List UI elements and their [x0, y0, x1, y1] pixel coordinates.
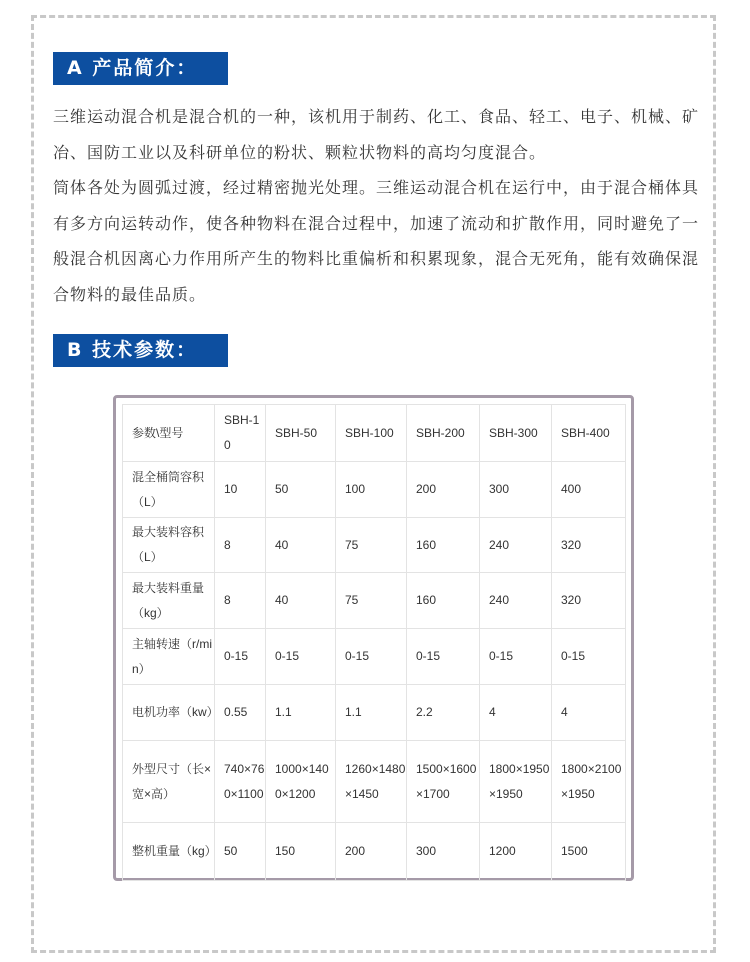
- intro-text: [53, 99, 707, 312]
- table-cell: 50: [215, 823, 266, 881]
- table-header-cell: SBH-300: [480, 405, 552, 462]
- table-cell: 1800×2100×1950: [552, 741, 626, 823]
- table-cell: 320: [552, 573, 626, 629]
- table-cell: 最大装料容积（L）: [123, 518, 215, 573]
- table-cell: 100: [336, 462, 407, 518]
- table-cell: 300: [407, 823, 480, 881]
- table-cell: 75: [336, 518, 407, 573]
- table-cell: 240: [480, 518, 552, 573]
- table-cell: 1260×1480×1450: [336, 741, 407, 823]
- table-cell: 0-15: [215, 629, 266, 685]
- table-cell: 1500×1600×1700: [407, 741, 480, 823]
- table-header-cell: SBH-10: [215, 405, 266, 462]
- table-cell: 8: [215, 518, 266, 573]
- table-row: [123, 685, 626, 741]
- section-a-title: A 产品简介：: [53, 52, 228, 85]
- table-cell: 50: [266, 462, 336, 518]
- section-b-title: B 技术参数：: [53, 334, 228, 367]
- table-cell: 4: [480, 685, 552, 741]
- table-cell: 160: [407, 518, 480, 573]
- table-cell: 240: [480, 573, 552, 629]
- table-cell: 150: [266, 823, 336, 881]
- table-cell: 最大装料重量（kg）: [123, 573, 215, 629]
- table-header-row: [123, 405, 626, 462]
- table-cell: 0-15: [552, 629, 626, 685]
- intro-paragraph-1: 三维运动混合机是混合机的一种，该机用于制药、化工、食品、轻工、电子、机械、矿冶、国防工业以及科研单位的粉状、颗粒状物料的高均匀度混合。: [53, 107, 700, 162]
- table-cell: 1000×1400×1200: [266, 741, 336, 823]
- table-cell: 整机重量（kg）: [123, 823, 215, 881]
- table-cell: 1.1: [266, 685, 336, 741]
- table-cell: 1800×1950×1950: [480, 741, 552, 823]
- intro-paragraph-2: 筒体各处为圆弧过渡，经过精密抛光处理。三维运动混合机在运行中，由于混合桶体具有多方向运转动作，使各种物料在混合过程中，加速了流动和扩散作用，同时避免了一般混合机因离心力作用所产生的物料比重偏析和积累现象，混合无死角，能有效确保混合物料的最佳品质。: [53, 178, 700, 304]
- table-cell: 400: [552, 462, 626, 518]
- table-cell: 200: [407, 462, 480, 518]
- table-header-cell: SBH-200: [407, 405, 480, 462]
- spec-table-container: [113, 395, 634, 881]
- table-row: [123, 629, 626, 685]
- table-cell: 外型尺寸（长×宽×高）: [123, 741, 215, 823]
- table-row: [123, 823, 626, 881]
- table-cell: 主轴转速（r/min）: [123, 629, 215, 685]
- table-cell: 1500: [552, 823, 626, 881]
- table-cell: 8: [215, 573, 266, 629]
- table-cell: 160: [407, 573, 480, 629]
- table-cell: 320: [552, 518, 626, 573]
- table-cell: 0.55: [215, 685, 266, 741]
- table-cell: 75: [336, 573, 407, 629]
- table-cell: 40: [266, 518, 336, 573]
- table-cell: 0-15: [407, 629, 480, 685]
- table-cell: 0-15: [266, 629, 336, 685]
- table-cell: 300: [480, 462, 552, 518]
- table-cell: 40: [266, 573, 336, 629]
- spec-table: [122, 404, 626, 881]
- table-cell: 10: [215, 462, 266, 518]
- table-header-cell: SBH-400: [552, 405, 626, 462]
- table-cell: 1.1: [336, 685, 407, 741]
- table-cell: 4: [552, 685, 626, 741]
- table-row: [123, 573, 626, 629]
- table-cell: 740×760×1100: [215, 741, 266, 823]
- table-row: [123, 518, 626, 573]
- table-header-cell: SBH-100: [336, 405, 407, 462]
- table-cell: 2.2: [407, 685, 480, 741]
- table-cell: 混全桶筒容积（L）: [123, 462, 215, 518]
- table-header-cell: SBH-50: [266, 405, 336, 462]
- table-cell: 0-15: [336, 629, 407, 685]
- table-cell: 电机功率（kw）: [123, 685, 215, 741]
- table-header-cell: 参数\型号: [123, 405, 215, 462]
- table-row: [123, 462, 626, 518]
- table-row: [123, 741, 626, 823]
- table-cell: 1200: [480, 823, 552, 881]
- table-cell: 200: [336, 823, 407, 881]
- table-cell: 0-15: [480, 629, 552, 685]
